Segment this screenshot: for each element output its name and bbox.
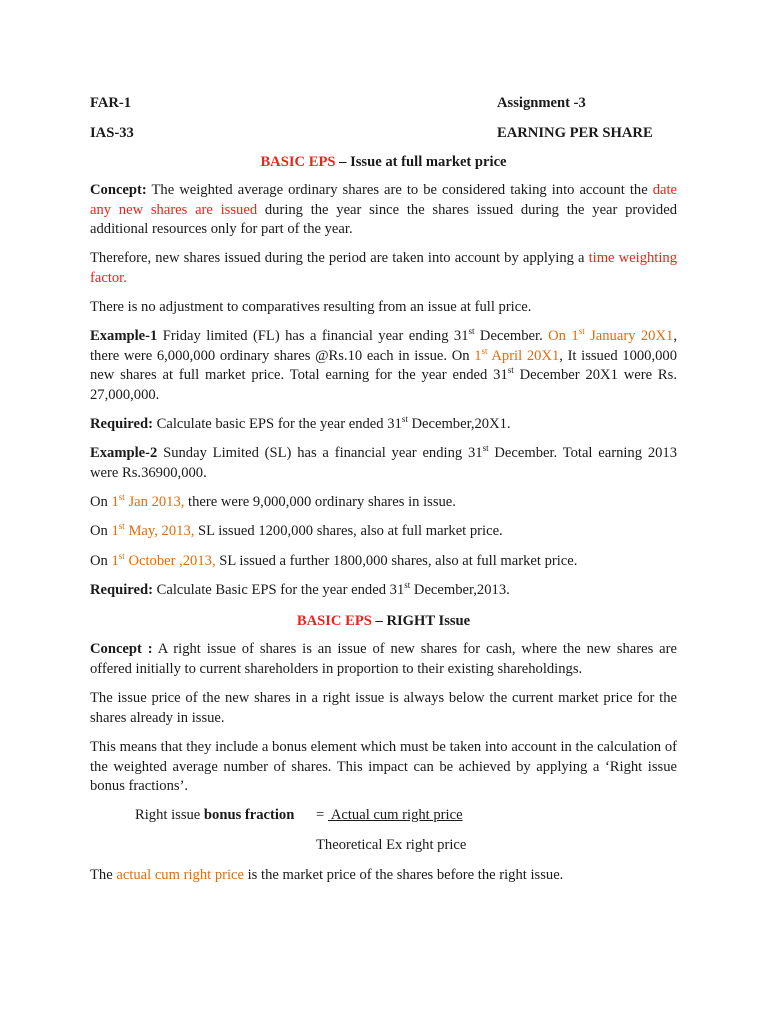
topic-title: EARNING PER SHARE [497, 125, 653, 141]
section1-concept [90, 181, 677, 240]
formula-label [135, 806, 294, 826]
section1-para2 [90, 249, 677, 288]
example1-date2 [474, 345, 560, 364]
example1-paragraph [90, 327, 677, 405]
superscript: st [507, 365, 514, 376]
example2-paragraph [90, 444, 677, 483]
example1-text: , It issued 1000,000 new shares at full market price. Total earning for the year ended 31 [90, 347, 678, 383]
section1-heading-colored: BASIC EPS [260, 154, 336, 170]
example2-line2 [90, 522, 677, 542]
date-highlight [112, 553, 216, 569]
section1-heading-rest: – Issue at full market price [335, 154, 507, 170]
section2-para3: This means that they include a bonus element which must be taken into account in the calculation of the weighted average number of shares. This impact can be achieved by applying a ‘Right issue bonus fractions’. [90, 739, 677, 794]
section2-last-paragraph [90, 866, 677, 886]
superscript: st [468, 326, 475, 337]
superscript: st [481, 345, 488, 356]
date-text: 1 [111, 553, 119, 569]
concept-highlight: date any new shares are issued [90, 182, 677, 218]
date-text: Jan 2013, [124, 494, 185, 510]
required-text: Calculate Basic EPS for the year ended 31 [152, 582, 405, 598]
date-text: January 20X1 [584, 328, 674, 344]
cum-right-highlight: actual cum right price [116, 867, 244, 883]
line-text: On [90, 553, 112, 569]
concept-text: A right issue of shares is an issue of new shares for cash, where the new shares are offered initially to current shareholders in proportion to their existing shareholdings. [90, 641, 677, 677]
example1-text: December 20X1 were Rs. 27,000,000. [90, 367, 677, 403]
date-text: 1 [111, 523, 119, 539]
section2-heading-colored: BASIC EPS [296, 613, 372, 629]
example2-text: December. Total earning 2013 were Rs.36900,000. [90, 445, 678, 481]
para2-text: Therefore, new shares issued during the period are taken into account by applying a [90, 250, 589, 266]
section2-para2: The issue price of the new shares in a right issue is always below the current market price for the shares already in issue. [90, 690, 677, 726]
superscript: st [482, 443, 489, 454]
concept-text-cont: during the year since the shares issued during the year provided additional resources only for part of the year. [90, 201, 677, 237]
date-highlight [112, 523, 195, 539]
section1-heading [90, 153, 677, 173]
superscript: st [118, 551, 125, 562]
example2-required [90, 581, 677, 601]
last-text: The [90, 867, 117, 883]
superscript: st [118, 521, 125, 532]
course-code: FAR-1 [90, 95, 132, 111]
example2-line1 [90, 493, 677, 513]
concept-label: Concept: [90, 182, 147, 198]
date-text: On 1 [548, 328, 579, 344]
date-text: 1 [111, 494, 119, 510]
example1-date1 [548, 328, 673, 344]
example1-text: Friday limited (FL) has a financial year ending 31 [157, 328, 469, 344]
date-text: 1 [474, 347, 482, 364]
formula-label-bold: bonus fraction [203, 807, 295, 823]
assignment-number: Assignment -3 [497, 95, 586, 111]
line-text: On [90, 494, 112, 510]
line-text: SL issued 1200,000 shares, also at full market price. [194, 523, 503, 539]
line-text: SL issued a further 1800,000 shares, also at full market price. [215, 553, 578, 569]
date-highlight [112, 494, 185, 510]
required-label: Required: [90, 582, 153, 598]
section2-heading [90, 612, 677, 632]
line-text: there were 9,000,000 ordinary shares in issue. [184, 494, 456, 510]
superscript: st [401, 414, 408, 425]
example1-text: , there were 6,000,000 ordinary shares @Rs.10 each in issue. On [90, 328, 677, 364]
line-text: On [90, 523, 112, 539]
example2-text: Sunday Limited (SL) has a financial year ending 31 [157, 445, 483, 461]
example1-required [90, 415, 677, 435]
time-weighting-highlight: time weighting factor. [90, 250, 677, 286]
superscript: st [578, 326, 585, 337]
date-text: October ,2013, [124, 553, 216, 569]
formula-numerator: Actual cum right price [328, 807, 463, 823]
required-text: December,20X1. [407, 416, 511, 432]
date-text: May, 2013, [124, 523, 195, 539]
date-text: April 20X1 [487, 347, 560, 364]
section2-heading-rest: – RIGHT Issue [371, 613, 471, 629]
standard-code: IAS-33 [90, 125, 134, 141]
section2-concept [90, 640, 677, 679]
superscript: st [118, 492, 125, 503]
formula-equals: = [316, 807, 325, 823]
superscript: st [404, 580, 411, 591]
formula-label-text: Right issue [135, 807, 204, 823]
example2-line3 [90, 552, 677, 572]
required-text: Calculate basic EPS for the year ended 31 [152, 416, 402, 432]
concept-text: The weighted average ordinary shares are to be considered taking into account the [146, 182, 653, 198]
concept-label: Concept : [90, 641, 153, 657]
required-text: December,2013. [410, 582, 510, 598]
example2-label: Example-2 [90, 445, 158, 461]
section1-para3: There is no adjustment to comparatives resulting from an issue at full price. [90, 299, 532, 315]
last-text: is the market price of the shares before the right issue. [243, 867, 564, 883]
example1-label: Example-1 [90, 328, 158, 344]
required-label: Required: [90, 416, 153, 432]
formula-denominator: Theoretical Ex right price [316, 837, 467, 853]
example1-text: December. [474, 328, 549, 344]
